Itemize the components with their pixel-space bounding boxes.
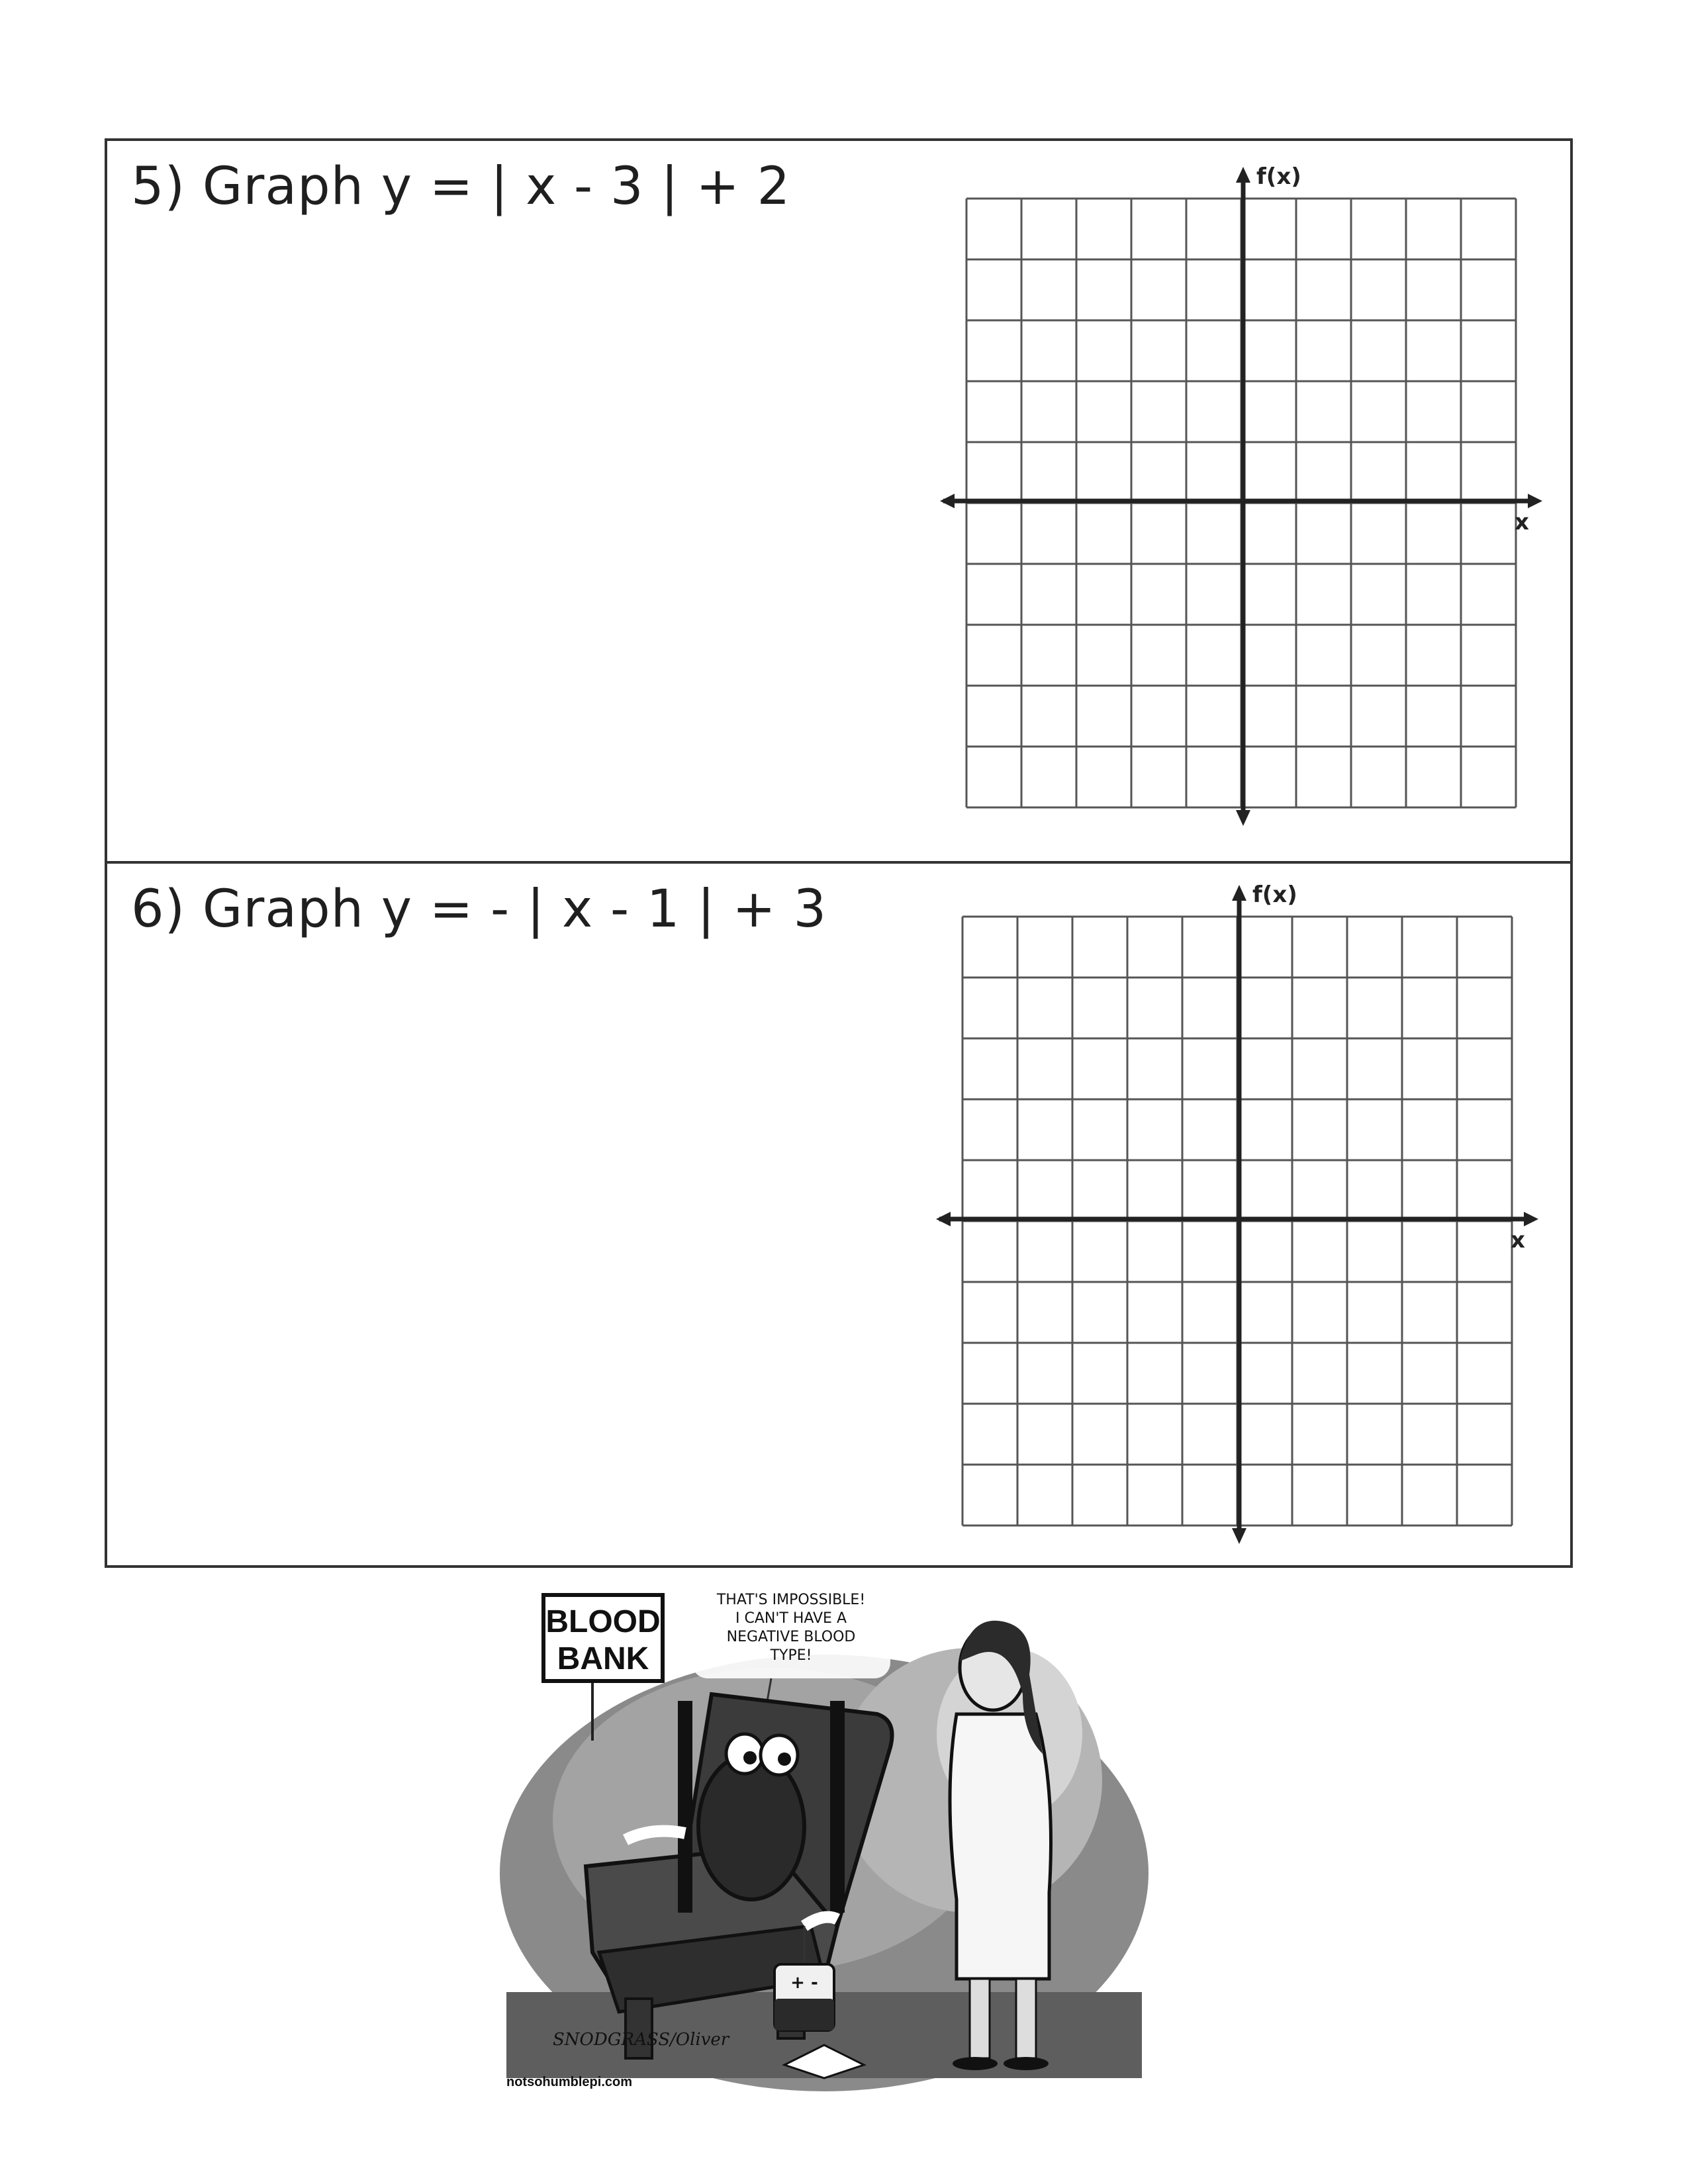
y-axis-down-arrow	[1232, 1528, 1246, 1544]
x-axis-right-arrow	[1528, 494, 1542, 508]
coordinate-grid-6	[936, 877, 1538, 1552]
blood-bank-cartoon	[493, 1582, 1155, 2091]
y-axis-label: f(x)	[1252, 882, 1297, 908]
problem-5-title: 5) Graph y = | x - 3 | + 2	[131, 157, 791, 216]
problem-6-graph	[936, 877, 1538, 1552]
y-axis-up-arrow	[1232, 885, 1246, 901]
speech-line3: NEGATIVE BLOOD	[726, 1629, 856, 1645]
coordinate-grid-5	[940, 159, 1542, 834]
cartoon-credit: notsohumblepi.com	[506, 2075, 632, 2089]
x-axis-left-arrow	[936, 1212, 951, 1226]
y-axis-label: f(x)	[1256, 163, 1301, 190]
x-axis-right-arrow	[1524, 1212, 1538, 1226]
x-axis-label: x	[1515, 509, 1529, 535]
bag-label: + -	[790, 1973, 818, 1993]
x-axis-left-arrow	[940, 494, 955, 508]
speech-line1: THAT'S IMPOSSIBLE!	[716, 1592, 866, 1608]
speech-line2: I CAN'T HAVE A	[735, 1610, 847, 1627]
problem-6-title: 6) Graph y = - | x - 1 | + 3	[131, 880, 827, 939]
y-axis-down-arrow	[1236, 810, 1250, 826]
sign-line1: BLOOD	[545, 1604, 661, 1639]
speech-line4: TYPE!	[770, 1647, 812, 1664]
x-axis-label: x	[1511, 1227, 1525, 1253]
y-axis-up-arrow	[1236, 167, 1250, 183]
problem-5-graph	[940, 159, 1542, 834]
cartoon-illustration	[493, 1582, 1155, 2091]
cartoon-signature: SNODGRASS/Oliver	[553, 2030, 729, 2050]
sign-line2: BANK	[557, 1641, 649, 1676]
